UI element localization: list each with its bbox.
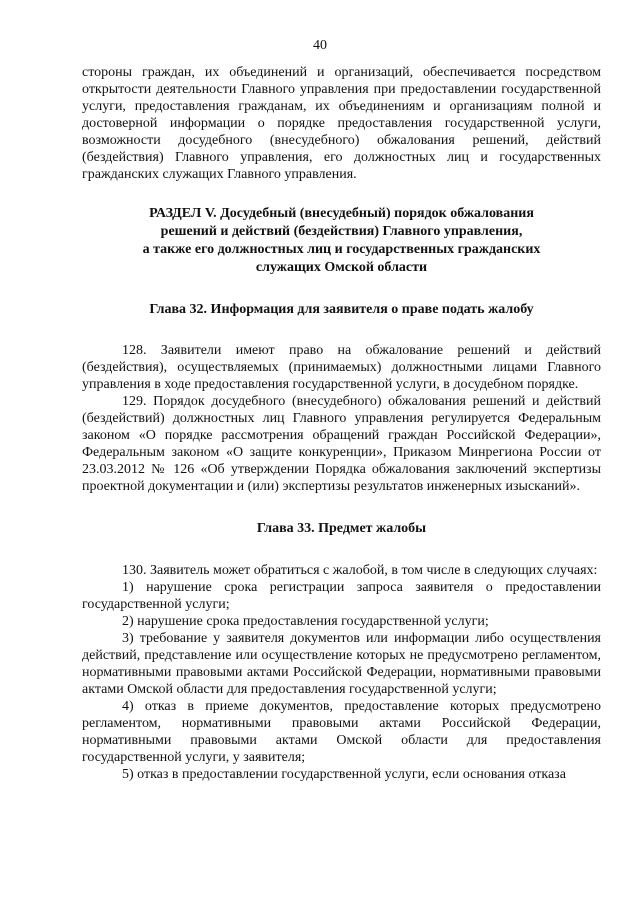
- list-item: 5) отказ в предоставлении государственной услуги, если основания отказа: [122, 767, 566, 782]
- chapter-32-title: Глава 32. Информация для заявителя о праве подать жалобу: [149, 302, 534, 317]
- page-number: 40: [313, 38, 327, 53]
- section-heading-line: РАЗДЕЛ V. Досудебный (внесудебный) порядок обжалования: [149, 206, 534, 221]
- paragraph-130: 130. Заявитель может обратиться с жалобой, в том числе в следующих случаях:: [122, 563, 598, 578]
- page-content: [82, 64, 601, 783]
- list-item: 2) нарушение срока предоставления государственной услуги;: [122, 614, 489, 629]
- list-item: 3) требование у заявителя документов или информации либо осуществления действий, представление или осуществление которых не предусмотрено регламентом, нормативными правовыми актами Российской Федерации, нормативными правовыми актами Омской области для предоставления государственной услуги;: [82, 631, 601, 697]
- section-heading: [82, 205, 601, 277]
- section-heading-line: служащих Омской области: [255, 260, 428, 275]
- paragraph-129: 129. Порядок досудебного (внесудебного) обжалования решений и действий (бездействий) должностных лиц Главного управления регулируется Федеральным законом «О порядке рассмотрения обращений граждан Российской Федерации», Федеральным законом «О защите конкуренции», Приказом Минрегиона России от 23.03.2012 № 126 «Об утверждении Порядка обжалования заключений экспертизы проектной документации и (или) экспертизы результатов инженерных изысканий».: [82, 394, 601, 494]
- list-item: 1) нарушение срока регистрации запроса заявителя о предоставлении государственной услуги;: [82, 580, 601, 612]
- paragraph-128: 128. Заявители имеют право на обжалование решений и действий (бездействия), осуществляемых (принимаемых) должностными лицами Главного управления в ходе предоставления государственной услуги, в досудебном порядке.: [82, 343, 601, 392]
- intro-paragraph: стороны граждан, их объединений и организаций, обеспечивается посредством открытости деятельности Главного управления при предоставлении государственной услуги, предоставления гражданам, их объединениям и организациям полной и достоверной информации о порядке предоставления государственной услуги, возможности досудебного (внесудебного) обжалования решений, действий (бездействия) Главного управления, его должностных лиц и государственных гражданских служащих Главного управления.: [82, 65, 601, 182]
- section-heading-line: а также его должностных лиц и государственных гражданских: [142, 242, 541, 257]
- chapter-33-title: Глава 33. Предмет жалобы: [256, 521, 427, 536]
- list-item: 4) отказ в приеме документов, предоставление которых предусмотрено регламентом, нормативными правовыми актами Российской Федерации, нормативными правовыми актами Омской области для предоставления государственной услуги, у заявителя;: [82, 699, 601, 765]
- section-heading-line: решений и действий (бездействия) Главного управления,: [160, 224, 523, 239]
